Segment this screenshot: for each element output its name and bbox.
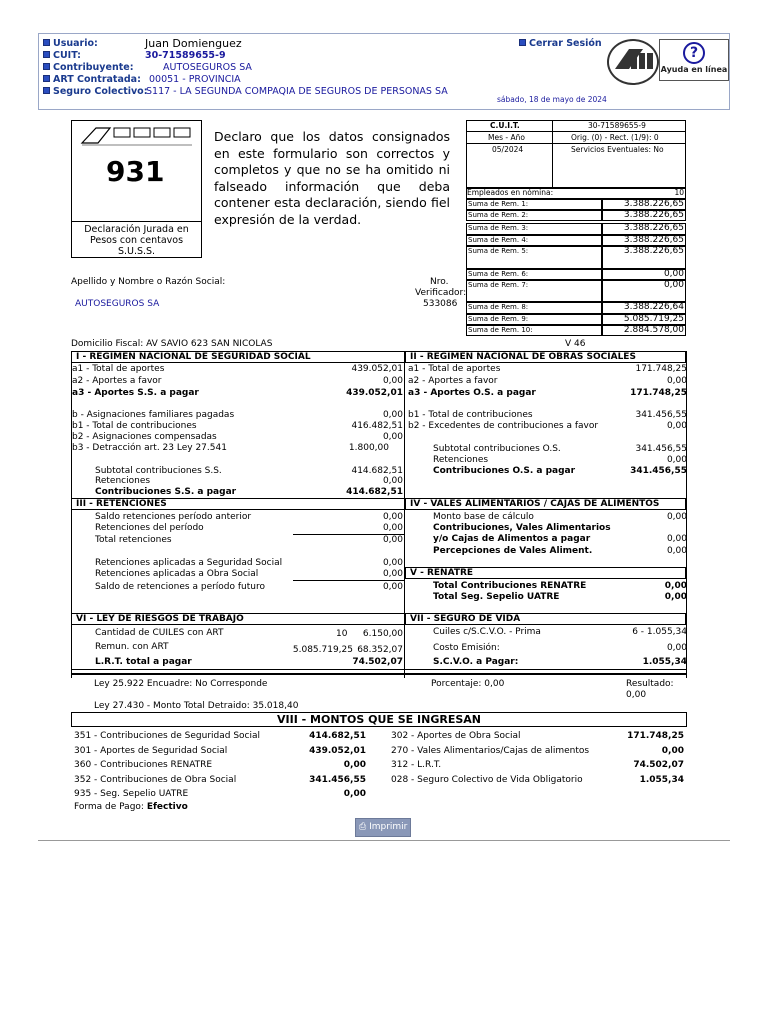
sec3-row-label: Retenciones aplicadas a Seguridad Social <box>95 558 283 568</box>
sec8-item-label: 302 - Aportes de Obra Social <box>391 731 521 741</box>
sec6-remun-value1: 5.085.719,25 <box>292 645 353 655</box>
bullet-icon <box>43 39 50 46</box>
sec1-a1-value: 439.052,01 <box>351 364 403 374</box>
sec6-cuiles-count: 10 <box>336 629 348 639</box>
sec4-contrib2-value: 0,00 <box>666 534 687 544</box>
sec8-item-value: 171.748,25 <box>627 731 684 741</box>
user-label: Usuario: <box>43 38 98 49</box>
sec8-item-value: 0,00 <box>661 745 684 756</box>
sec7-costo-value: 0,00 <box>666 643 687 653</box>
divider <box>404 351 405 678</box>
sec6-remun-label: Remun. con ART <box>95 642 169 652</box>
name-value: AUTOSEGUROS SA <box>75 299 160 309</box>
rem-value: 0,00 <box>602 269 686 280</box>
ley-porcentaje: Porcentaje: 0,00 <box>431 679 505 689</box>
rem-value: 2.884.578,00 <box>602 325 686 336</box>
sec1-a2-label: a2 - Aportes a favor <box>72 376 162 386</box>
form-box <box>71 120 202 258</box>
sec8-item-label: 312 - L.R.T. <box>391 760 442 770</box>
sec8-title: VIII - MONTOS QUE SE INGRESAN <box>71 712 687 727</box>
rem-value: 3.388.226,65 <box>602 210 686 221</box>
sec3-row-value: 0,00 <box>382 512 403 522</box>
divider <box>293 580 404 581</box>
rem-label: Suma de Rem. 1: <box>466 199 602 210</box>
sec3-row-label: Total retenciones <box>95 535 172 545</box>
sec1-b2-label: b2 - Asignaciones compensadas <box>72 432 217 442</box>
sec7-scvo-value: 1.055,34 <box>642 657 687 667</box>
sec4-contrib-label: Contribuciones, Vales Alimentarios <box>433 523 611 533</box>
sec8-item-label: 301 - Aportes de Seguridad Social <box>74 745 228 756</box>
period-value: 05/2024 <box>492 145 524 154</box>
sec1-ret-value: 0,00 <box>382 476 403 486</box>
rem-label: Suma de Rem. 2: <box>466 210 602 221</box>
divider <box>72 221 201 222</box>
verif-label-2: Verificador: <box>415 288 467 298</box>
cuit-grid-value: 30-71589655-9 <box>588 121 646 130</box>
sec1-title: I - REGIMEN NACIONAL DE SEGURIDAD SOCIAL <box>71 351 405 363</box>
sec1-ret-label: Retenciones <box>95 476 151 486</box>
employees-label: Empleados en nómina: <box>467 188 554 197</box>
sec7-scvo-label: S.C.V.O. a Pagar: <box>433 657 519 667</box>
sec8-item-label: 351 - Contribuciones de Seguridad Social <box>74 731 260 741</box>
sec2-ret-value: 0,00 <box>666 455 687 465</box>
sec6-remun-value2: 68.352,07 <box>357 645 403 655</box>
date-text: sábado, 18 de mayo de 2024 <box>497 95 607 104</box>
form-title-1: Declaración Jurada en <box>84 224 189 235</box>
rem-label: Suma de Rem. 5: <box>466 246 602 269</box>
forma-pago: Forma de Pago: Efectivo <box>74 802 188 812</box>
session-header <box>38 33 730 110</box>
sec2-sub-value: 341.456,55 <box>635 444 687 454</box>
seguro-label: Seguro Colectivo: <box>43 86 148 97</box>
rem-label: Suma de Rem. 6: <box>466 269 602 280</box>
sec3-row-label: Retenciones del período <box>95 523 204 533</box>
art-label: ART Contratada: <box>43 74 141 85</box>
ley-encuadre: Ley 25.922 Encuadre: No Corresponde <box>94 679 268 689</box>
divider <box>466 131 686 132</box>
sec6-lrt-value: 74.502,07 <box>352 657 403 667</box>
sec8-item-value: 341.456,55 <box>309 774 366 785</box>
sec5-r1-label: Total Contribuciones RENATRE <box>433 581 587 591</box>
rem-value: 3.388.226,65 <box>602 246 686 269</box>
sec1-b-value: 0,00 <box>382 410 403 420</box>
sec3-row-value: 0,00 <box>382 523 403 533</box>
bullet-icon <box>43 87 50 94</box>
sec6-lrt-label: L.R.T. total a pagar <box>95 657 192 667</box>
sec8-item-value: 0,00 <box>343 789 366 799</box>
sec3-row-label: Saldo retenciones período anterior <box>95 512 252 522</box>
sec2-ret-label: Retenciones <box>433 455 489 465</box>
art-value: 00051 - PROVINCIA <box>149 74 241 85</box>
sec1-a3-label: a3 - Aportes S.S. a pagar <box>72 388 199 398</box>
sec1-tot-value: 414.682,51 <box>346 487 403 497</box>
ley-resultado-label: Resultado: <box>626 679 674 689</box>
afip-form-logo-icon <box>80 125 196 150</box>
eventuales: Servicios Eventuales: No <box>571 145 664 154</box>
sec2-tot-label: Contribuciones O.S. a pagar <box>433 466 576 476</box>
sec1-b3-value: 1.800,00 <box>348 443 389 453</box>
rem-value: 3.388.226,65 <box>602 235 686 246</box>
print-icon: ⎙ <box>359 822 367 832</box>
ley-detraido: Ley 27.430 - Monto Total Detraido: 35.018,40 <box>94 701 299 711</box>
rem-label: Suma de Rem. 9: <box>466 314 602 325</box>
sec4-base-value: 0,00 <box>666 512 687 522</box>
sec1-a1-label: a1 - Total de aportes <box>72 364 165 374</box>
cuit-label: CUIT: <box>43 50 81 61</box>
sec2-b1-label: b1 - Total de contribuciones <box>408 410 533 420</box>
sec2-b2-label: b2 - Excedentes de contribuciones a favor <box>408 421 599 431</box>
sec2-tot-value: 341.456,55 <box>630 466 687 476</box>
sec4-contrib2-label: y/o Cajas de Alimentos a pagar <box>433 534 591 544</box>
sec6-cuiles-label: Cantidad de CUILES con ART <box>95 628 224 638</box>
name-label: Apellido y Nombre o Razón Social: <box>71 277 226 287</box>
form-title-2: Pesos con centavos <box>89 235 184 246</box>
sec5-r2-value: 0,00 <box>664 592 687 602</box>
help-label: Ayuda en línea <box>660 65 728 74</box>
sec1-b2-value: 0,00 <box>382 432 403 442</box>
sec1-b1-value: 416.482,51 <box>351 421 403 431</box>
sec5-r1-value: 0,00 <box>664 581 687 591</box>
sec1-sub-label: Subtotal contribuciones S.S. <box>95 466 222 476</box>
sec4-percep-label: Percepciones de Vales Aliment. <box>433 546 593 556</box>
sec4-title: IV - VALES ALIMENTARIOS / CAJAS DE ALIMENTOS <box>405 498 686 510</box>
bullet-icon <box>43 51 50 58</box>
bullet-icon <box>43 63 50 70</box>
rem-value: 3.388.226,65 <box>602 223 686 235</box>
cuit-grid-label: C.U.I.T. <box>490 121 520 130</box>
sec2-a2-label: a2 - Aportes a favor <box>408 376 498 386</box>
rem-label: Suma de Rem. 7: <box>466 280 602 302</box>
sec3-row-value: 0,00 <box>382 558 403 568</box>
sec8-item-value: 439.052,01 <box>309 745 366 756</box>
rem-label: Suma de Rem. 8: <box>466 302 602 314</box>
bullet-icon <box>519 39 526 46</box>
sec8-item-label: 360 - Contribuciones RENATRE <box>74 760 213 770</box>
sec1-b3-label: b3 - Detracción art. 23 Ley 27.541 <box>72 443 227 453</box>
sec5-title: V - RENATRE <box>405 567 686 579</box>
bullet-icon <box>43 75 50 82</box>
rem-value: 3.388.226,65 <box>602 199 686 210</box>
sec3-row-value: 0,00 <box>382 535 403 545</box>
sec8-item-label: 270 - Vales Alimentarios/Cajas de alimentos <box>391 745 590 756</box>
sec1-b-label: b - Asignaciones familiares pagadas <box>72 410 235 420</box>
rem-label: Suma de Rem. 3: <box>466 223 602 235</box>
sec5-r2-label: Total Seg. Sepelio UATRE <box>433 592 560 602</box>
sec2-a3-label: a3 - Aportes O.S. a pagar <box>408 388 536 398</box>
help-button[interactable] <box>659 39 729 81</box>
divider <box>71 673 687 675</box>
sec8-item-value: 74.502,07 <box>633 760 684 770</box>
divider <box>466 143 686 144</box>
sec2-b1-value: 341.456,55 <box>635 410 687 420</box>
employees-value: 10 <box>674 188 684 197</box>
declaration-text: Declaro que los datos consignados en este formulario son correctos y completos y que no se ha omitido ni falseado información que deba contener esta declaración, siendo fiel expresión de la verdad. <box>214 129 450 227</box>
sec2-a3-value: 171.748,25 <box>630 388 687 398</box>
logout-link[interactable]: Cerrar Sesión <box>519 38 602 49</box>
period-label: Mes - Año <box>488 133 525 142</box>
verif-label-1: Nro. <box>430 277 449 287</box>
sec2-a2-value: 0,00 <box>666 376 687 386</box>
divider <box>38 840 730 841</box>
divider <box>71 669 687 670</box>
sec8-item-value: 1.055,34 <box>639 774 684 785</box>
sec3-row-value: 0,00 <box>382 582 403 592</box>
sec7-costo-label: Costo Emisión: <box>433 643 500 653</box>
rem-value: 3.388.226,64 <box>602 302 686 314</box>
sec3-title: III - RETENCIONES <box>71 498 405 510</box>
verif-value: 533086 <box>423 299 458 309</box>
sec3-row-value: 0,00 <box>382 569 403 579</box>
sec3-row-label: Retenciones aplicadas a Obra Social <box>95 569 259 579</box>
afip-logo-icon <box>607 39 659 85</box>
sec2-title: II - REGIMEN NACIONAL DE OBRAS SOCIALES <box>405 351 686 363</box>
sec2-a1-label: a1 - Total de aportes <box>408 364 501 374</box>
sec8-item-label: 352 - Contribuciones de Obra Social <box>74 774 237 785</box>
print-button[interactable]: ⎙ Imprimir <box>355 818 411 837</box>
orig-label: Orig. (0) - Rect. (1/9): 0 <box>571 133 659 142</box>
sec1-a2-value: 0,00 <box>382 376 403 386</box>
sec1-tot-label: Contribuciones S.S. a pagar <box>95 487 237 497</box>
user-value: Juan Domienguez <box>145 37 242 50</box>
rem-label: Suma de Rem. 4: <box>466 235 602 246</box>
sec2-sub-label: Subtotal contribuciones O.S. <box>433 444 561 454</box>
ley-resultado-value: 0,00 <box>626 690 647 700</box>
sec6-title: VI - LEY DE RIESGOS DE TRABAJO <box>71 613 405 625</box>
sec2-a1-value: 171.748,25 <box>635 364 687 374</box>
rem-value: 5.085.719,25 <box>602 314 686 325</box>
sec7-cuiles-value: 6 - 1.055,34 <box>632 627 687 637</box>
cuit-value: 30-71589655-9 <box>145 50 226 61</box>
sec1-b1-label: b1 - Total de contribuciones <box>72 421 197 431</box>
sec8-item-value: 0,00 <box>343 760 366 770</box>
form-title-3: S.U.S.S. <box>117 246 156 257</box>
rem-label: Suma de Rem. 10: <box>466 325 602 336</box>
domicilio: Domicilio Fiscal: AV SAVIO 623 SAN NICOLAS <box>71 339 273 349</box>
sec8-item-label: 028 - Seguro Colectivo de Vida Obligatorio <box>391 774 583 785</box>
sec1-sub-value: 414.682,51 <box>351 466 403 476</box>
sec3-row-label: Saldo de retenciones a período futuro <box>95 582 266 592</box>
sec6-cuiles-value: 6.150,00 <box>362 629 403 639</box>
version: V 46 <box>565 339 586 349</box>
seguro-value: S117 - LA SEGUNDA COMPAQIA DE SEGUROS DE PERSONAS SA <box>146 86 448 97</box>
rem-value: 0,00 <box>602 280 686 302</box>
question-icon: ? <box>683 42 705 64</box>
sec8-item-label: 935 - Seg. Sepelio UATRE <box>74 789 189 799</box>
contribuyente-label: Contribuyente: <box>43 62 134 73</box>
sec1-a3-value: 439.052,01 <box>346 388 403 398</box>
sec7-cuiles-label: Cuiles c/S.C.V.O. - Prima <box>433 627 541 637</box>
sec7-title: VII - SEGURO DE VIDA <box>405 613 686 625</box>
sec2-b2-value: 0,00 <box>666 421 687 431</box>
sec4-base-label: Monto base de cálculo <box>433 512 534 522</box>
sec4-percep-value: 0,00 <box>666 546 687 556</box>
divider <box>552 120 553 188</box>
form-number: 931 <box>106 155 165 188</box>
contribuyente-value: AUTOSEGUROS SA <box>163 62 252 73</box>
sec8-item-value: 414.682,51 <box>309 731 366 741</box>
divider <box>71 351 72 678</box>
